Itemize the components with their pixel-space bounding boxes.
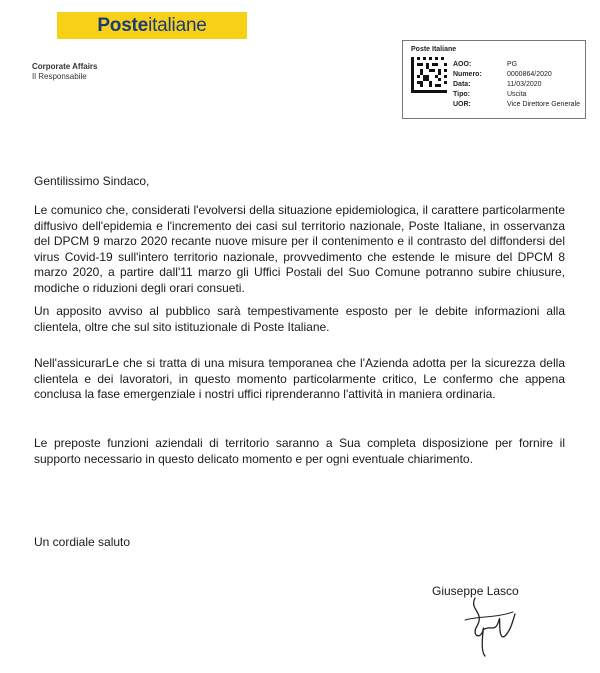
protocol-row bbox=[453, 91, 526, 99]
protocol-key: Data: bbox=[453, 81, 471, 88]
protocol-value: Vice Direttore Generale bbox=[507, 101, 581, 108]
department-name: Corporate Affairs bbox=[32, 62, 98, 71]
letter-paragraph: Un apposito avviso al pubblico sarà tempestivamente esposto per le debite informazioni alla clientela, oltre che sul sito istituzionale di Poste Italiane. bbox=[34, 304, 565, 334]
protocol-issuer: Poste Italiane bbox=[411, 46, 457, 53]
letter-paragraph: Nell'assicurarLe che si tratta di una misura temporanea che l'Azienda adotta per la sicurezza della clientela e dei lavoratori, in questo momento particolarmente critico, Le confermo che appena conclusa la fase emergenziale i nostri uffici riprenderanno l'attività in maniera ordinaria. bbox=[34, 356, 565, 402]
protocol-stamp bbox=[402, 40, 586, 119]
protocol-value: Uscita bbox=[507, 91, 527, 98]
signer-name: Giuseppe Lasco bbox=[432, 584, 519, 598]
protocol-row bbox=[453, 101, 580, 109]
protocol-key: Tipo: bbox=[453, 91, 470, 98]
protocol-key: UOR: bbox=[453, 101, 471, 108]
protocol-row bbox=[453, 61, 517, 69]
department-role: Il Responsabile bbox=[32, 72, 87, 81]
handwritten-signature bbox=[455, 590, 525, 660]
letter-paragraph: Le comunico che, considerati l'evolversi della situazione epidemiologica, il carattere particolarmente diffusivo dell'epidemia e l'incremento dei casi sul territorio nazionale, Poste Italiane, in osservanza del DPCM 9 marzo 2020 recante nuove misure per il contenimento e il contrasto del diffondersi del virus Covid-19 sull'intero territorio nazionale, provvedimento che estende le misure del DPCM 8 marzo 2020, a partire dall'11 marzo gli Uffici Postali del Suo Comune potranno subire chiusure, modiche o riduzioni degli orari consueti. bbox=[34, 203, 565, 295]
poste-italiane-logo bbox=[57, 12, 247, 39]
letter-paragraph: Le preposte funzioni aziendali di territorio saranno a Sua completa disposizione per fornire il supporto necessario in questo delicato momento e per ogni eventuale chiarimento. bbox=[34, 436, 565, 466]
letter-salutation: Gentilissimo Sindaco, bbox=[34, 174, 150, 188]
letter-closing: Un cordiale saluto bbox=[34, 535, 131, 549]
protocol-value: PG bbox=[507, 61, 518, 68]
protocol-value: 11/03/2020 bbox=[507, 81, 542, 88]
datamatrix-code-icon bbox=[411, 57, 447, 93]
department-block bbox=[32, 62, 98, 82]
protocol-key: AOO: bbox=[453, 61, 472, 68]
protocol-row bbox=[453, 81, 542, 89]
logo-light-text: italiane bbox=[148, 14, 207, 36]
logo-bold-text: Poste bbox=[97, 14, 149, 36]
protocol-value: 0000864/2020 bbox=[507, 71, 552, 78]
protocol-key: Numero: bbox=[453, 71, 482, 78]
protocol-row bbox=[453, 71, 552, 79]
